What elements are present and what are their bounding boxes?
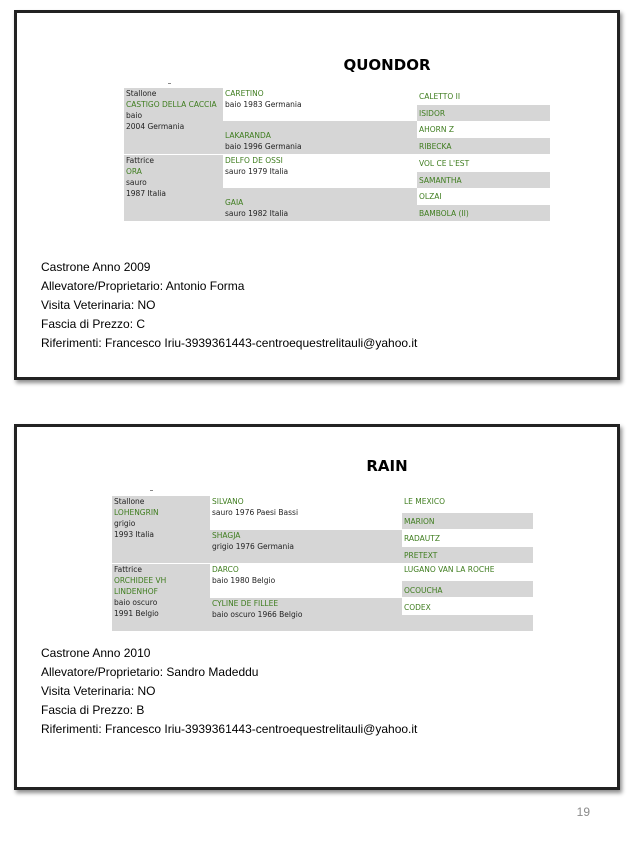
pedigree-dam-cell: Fattrice ORCHIDEE VH LINDENHOF baio oscuro 1991 Belgio — [112, 564, 210, 631]
pedigree-ggd-4: BAMBOLA (II) — [417, 205, 550, 221]
horse-name: RAIN — [366, 457, 408, 475]
pedigree-ggs-3: VOL CE L'EST — [419, 159, 470, 168]
info-line-price: Fascia di Prezzo: C — [41, 317, 146, 331]
pedigree-ggs-4: CODEX — [404, 603, 431, 612]
pedigree-ggd-3: SAMANTHA — [417, 172, 550, 188]
pedigree-grandsire-maternal: DELFO DE OSSI sauro 1979 Italia — [225, 156, 289, 176]
pedigree-table — [124, 88, 550, 221]
pedigree-ggs-2: RADAUTZ — [404, 534, 441, 543]
pedigree-ggd-3: OCOUCHA — [402, 581, 533, 597]
pedigree-ggs-1: LE MEXICO — [404, 497, 446, 506]
horse-info — [41, 258, 417, 353]
scan-fleck — [150, 490, 153, 491]
horse-name: QUONDOR — [343, 56, 431, 74]
horse-card-rain — [14, 424, 620, 790]
pedigree-table — [112, 496, 533, 631]
horse-card-quondor — [14, 10, 620, 380]
scan-fleck — [168, 83, 171, 84]
info-line-price: Fascia di Prezzo: B — [41, 703, 145, 717]
info-line-contact: Riferimenti: Francesco Iriu-3939361443-centroequestrelitauli@yahoo.it — [41, 336, 418, 350]
pedigree-ggs-4: OLZAI — [419, 192, 442, 201]
info-line-year: Castrone Anno 2009 — [41, 260, 151, 274]
page-number: 19 — [576, 805, 590, 819]
pedigree-ggd-1: ISIDOR — [417, 105, 550, 121]
pedigree-granddam-maternal: CYLINE DE FILLEE baio oscuro 1966 Belgio — [210, 598, 402, 631]
info-line-breeder: Allevatore/Proprietario: Antonio Forma — [41, 279, 245, 293]
pedigree-dam-cell: Fattrice ORA sauro 1987 Italia — [124, 155, 223, 221]
pedigree-sire-cell: Stallone LOHENGRIN grigio 1993 Italia — [112, 496, 210, 563]
pedigree-granddam-maternal: GAIA sauro 1982 Italia — [223, 188, 417, 221]
pedigree-ggs-1: CALETTO II — [419, 92, 461, 101]
pedigree-ggs-3: LUGANO VAN LA ROCHE — [404, 565, 495, 574]
pedigree-ggd-2: PRETEXT — [402, 547, 533, 563]
pedigree-granddam-paternal: LAKARANDA baio 1996 Germania — [223, 121, 417, 154]
info-line-year: Castrone Anno 2010 — [41, 646, 151, 660]
info-line-breeder: Allevatore/Proprietario: Sandro Madeddu — [41, 665, 259, 679]
info-line-contact: Riferimenti: Francesco Iriu-3939361443-centroequestrelitauli@yahoo.it — [41, 722, 418, 736]
pedigree-ggd-1: MARION — [402, 513, 533, 529]
pedigree-granddam-paternal: SHAGJA grigio 1976 Germania — [210, 530, 402, 563]
horse-info — [41, 644, 417, 739]
pedigree-grandsire-paternal: CARETINO baio 1983 Germania — [225, 89, 302, 109]
info-line-vet: Visita Veterinaria: NO — [41, 298, 156, 312]
pedigree-ggd-2: RIBECKA — [417, 138, 550, 154]
pedigree-grandsire-maternal: DARCO baio 1980 Belgio — [212, 565, 276, 585]
pedigree-grandsire-paternal: SILVANO sauro 1976 Paesi Bassi — [212, 497, 299, 517]
pedigree-ggs-2: AHORN Z — [419, 125, 455, 134]
pedigree-sire-cell: Stallone CASTIGO DELLA CACCIA baio 2004 Germania — [124, 88, 223, 154]
info-line-vet: Visita Veterinaria: NO — [41, 684, 156, 698]
pedigree-ggd-4 — [402, 615, 533, 631]
